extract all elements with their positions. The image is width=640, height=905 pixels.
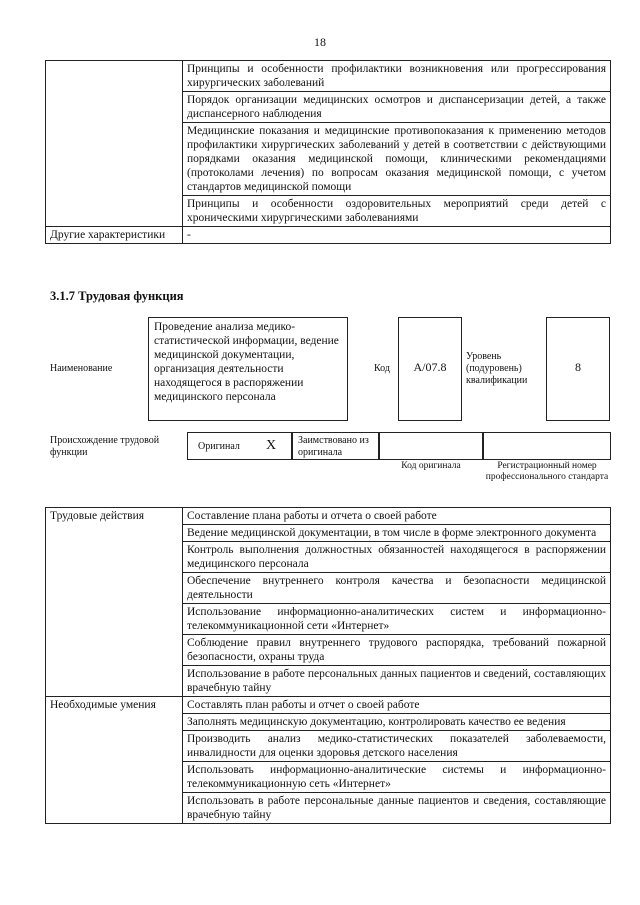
table-cell: Принципы и особенности оздоровительных мероприятий среди детей с хроническими хирургическими заболеваниями — [183, 196, 611, 227]
table-cell: Использование в работе персональных данных пациентов и сведений, составляющих врачебную тайну — [183, 666, 611, 697]
table-row — [46, 697, 611, 714]
code-label: Код — [374, 363, 390, 374]
original-cell — [187, 432, 292, 460]
borrowed-label: Заимствовано из оригинала — [298, 435, 369, 458]
table-cell: Использование информационно-аналитических систем и информационно-телекоммуникационной сети «Интернет» — [183, 604, 611, 635]
level-value-box: 8 — [546, 317, 610, 421]
table-cell: Производить анализ медико-статистических показателей заболеваемости, инвалидности для оценки здоровья детского населения — [183, 731, 611, 762]
table-cell: Обеспечение внутреннего контроля качества и безопасности медицинской деятельности — [183, 573, 611, 604]
empty-label-cell — [46, 61, 183, 227]
section-heading: 3.1.7 Трудовая функция — [50, 289, 184, 303]
origin-label: Происхождение трудовой функции — [50, 435, 160, 458]
level-label: Уровень (подуровень) квалификации — [466, 351, 528, 386]
table-cell: Ведение медицинской документации, в том числе в форме электронного документа — [183, 525, 611, 542]
row-label: Трудовые действия — [46, 508, 183, 697]
row-label: Другие характеристики — [46, 227, 183, 244]
knowledge-table-continued — [45, 60, 611, 244]
code-value-box: А/07.8 — [398, 317, 462, 421]
table-row — [46, 227, 611, 244]
table-cell: Соблюдение правил внутреннего трудового распорядка, требований пожарной безопасности, охраны труда — [183, 635, 611, 666]
table-cell: Использовать в работе персональные данные пациентов и сведения, составляющие врачебную тайну — [183, 793, 611, 824]
reg-number-cell — [483, 432, 611, 460]
function-details-table — [45, 507, 611, 824]
borrowed-cell — [292, 432, 379, 460]
table-cell: Медицинские показания и медицинские противопоказания к применению методов профилактики хирургических заболеваний у детей в соответствии с действующими порядками оказания медицинской помощи, клиническими рекомендациями (протоколами лечения) по вопросам оказания медицинской помощи, с учетом стандартов медицинской помощи — [183, 123, 611, 196]
page-number: 18 — [314, 35, 326, 49]
table-cell: Заполнять медицинскую документацию, контролировать качество ее ведения — [183, 714, 611, 731]
name-label: Наименование — [50, 363, 113, 374]
origin-code-caption: Код оригинала — [401, 461, 461, 471]
row-label: Необходимые умения — [46, 697, 183, 824]
table-cell: Составление плана работы и отчета о своей работе — [183, 508, 611, 525]
table-cell: Составлять план работы и отчет о своей работе — [183, 697, 611, 714]
original-label: Оригинал — [198, 441, 240, 452]
reg-number-caption: Регистрационный номер профессионального стандарта — [485, 461, 609, 482]
table-cell: Принципы и особенности профилактики возникновения или прогрессирования хирургических заболеваний — [183, 61, 611, 92]
table-cell: Контроль выполнения должностных обязанностей находящегося в распоряжении медицинского персонала — [183, 542, 611, 573]
table-cell: Порядок организации медицинских осмотров и диспансеризации детей, а также диспансерного наблюдения — [183, 92, 611, 123]
table-row — [46, 61, 611, 92]
table-cell: - — [183, 227, 611, 244]
function-name-box: Проведение анализа медико-статистической информации, ведение медицинской документации, организация деятельности находящегося в распоряжении медицинского персонала — [148, 317, 348, 421]
table-cell: Использовать информационно-аналитические системы и информационно-телекоммуникационную сеть «Интернет» — [183, 762, 611, 793]
origin-code-cell — [379, 432, 483, 460]
table-row — [46, 508, 611, 525]
original-mark: X — [266, 438, 277, 453]
